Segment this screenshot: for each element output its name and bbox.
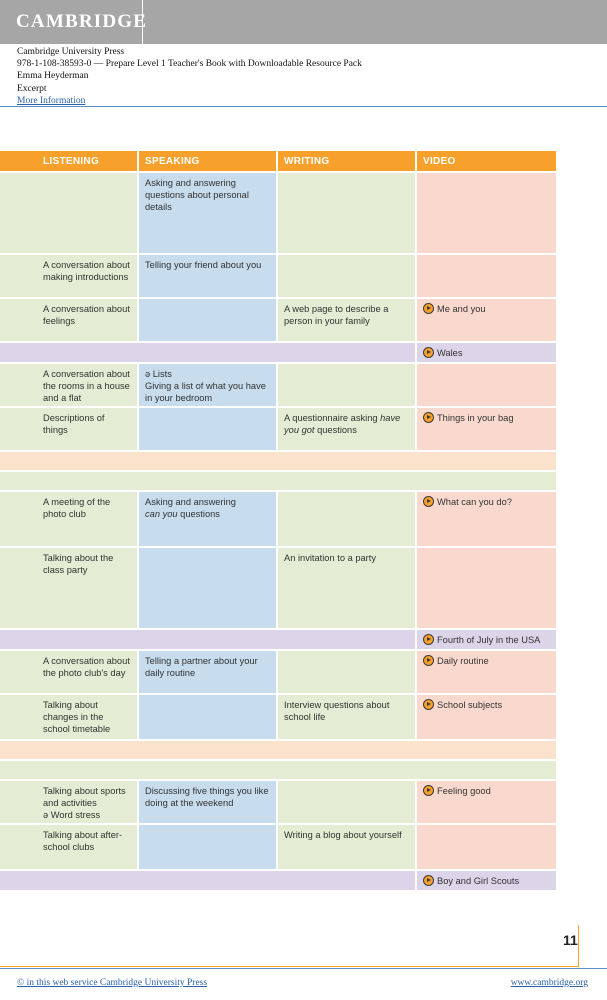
video-title: Boy and Girl Scouts bbox=[437, 876, 520, 886]
speaking-text-end: questions bbox=[177, 509, 220, 519]
writing-cell bbox=[278, 173, 417, 253]
video-link[interactable] bbox=[423, 699, 550, 711]
video-title: Daily routine bbox=[437, 656, 489, 666]
table-header-row bbox=[0, 151, 556, 171]
video-title: School subjects bbox=[437, 700, 503, 710]
unit-band bbox=[0, 472, 556, 490]
speaking-cell bbox=[139, 695, 278, 739]
video-title: Wales bbox=[437, 348, 463, 358]
play-icon bbox=[423, 875, 434, 886]
unit-band bbox=[0, 452, 556, 470]
listening-cell bbox=[0, 173, 139, 253]
listening-cell: Talking about the class party bbox=[0, 548, 139, 628]
band-fill bbox=[0, 871, 417, 890]
speaking-cell bbox=[139, 492, 278, 546]
writing-cell bbox=[278, 408, 417, 450]
copyright-link[interactable]: © in this web service Cambridge University Press bbox=[17, 978, 208, 988]
table-row bbox=[0, 408, 556, 450]
play-icon bbox=[423, 496, 434, 507]
video-cell bbox=[417, 871, 556, 890]
video-cell bbox=[417, 548, 556, 628]
video-link[interactable] bbox=[423, 303, 550, 315]
play-icon bbox=[423, 655, 434, 666]
writing-cell bbox=[278, 781, 417, 823]
play-icon bbox=[423, 347, 434, 358]
header-video: VIDEO bbox=[417, 151, 556, 171]
pronunciation-note: ə Word stress bbox=[43, 810, 101, 820]
listening-cell: A conversation about the rooms in a house and a flat bbox=[0, 364, 139, 406]
video-title: Fourth of July in the USA bbox=[437, 635, 541, 645]
table-row bbox=[0, 651, 556, 693]
logo-box bbox=[0, 0, 148, 44]
video-cell bbox=[417, 651, 556, 693]
listening-text: Talking about sports and activities bbox=[43, 786, 126, 808]
table-row bbox=[0, 695, 556, 739]
video-title: Me and you bbox=[437, 304, 486, 314]
table-row bbox=[0, 255, 556, 297]
video-cell bbox=[417, 781, 556, 823]
listening-cell: Talking about changes in the school timetable bbox=[0, 695, 139, 739]
video-title: Things in your bag bbox=[437, 413, 514, 423]
writing-text: A questionnaire asking bbox=[284, 413, 381, 423]
video-cell bbox=[417, 299, 556, 341]
table-row bbox=[0, 825, 556, 869]
video-link[interactable] bbox=[423, 785, 550, 797]
listening-cell bbox=[0, 781, 139, 823]
video-cell bbox=[417, 825, 556, 869]
speaking-italic: can you bbox=[145, 509, 178, 519]
speaking-cell: Discussing five things you like doing at the weekend bbox=[139, 781, 278, 823]
video-cell bbox=[417, 173, 556, 253]
band-fill bbox=[0, 630, 417, 649]
writing-cell bbox=[278, 492, 417, 546]
publisher: Cambridge University Press bbox=[17, 47, 125, 57]
header-divider bbox=[0, 106, 607, 107]
more-information-link[interactable]: More Information bbox=[17, 95, 86, 106]
band-fill bbox=[0, 343, 417, 362]
listening-cell: Talking about after-school clubs bbox=[0, 825, 139, 869]
writing-cell: A web page to describe a person in your family bbox=[278, 299, 417, 341]
page-number-rule bbox=[578, 925, 579, 967]
speaking-cell bbox=[139, 548, 278, 628]
writing-italic: have you got bbox=[284, 413, 401, 435]
writing-cell bbox=[278, 364, 417, 406]
listening-cell: A conversation about the photo club's day bbox=[0, 651, 139, 693]
header-listening: LISTENING bbox=[0, 151, 139, 171]
pronunciation-note: ə Lists bbox=[145, 369, 172, 379]
listening-cell: Descriptions of things bbox=[0, 408, 139, 450]
video-title: Feeling good bbox=[437, 786, 491, 796]
speaking-cell bbox=[139, 408, 278, 450]
video-cell bbox=[417, 492, 556, 546]
play-icon bbox=[423, 634, 434, 645]
author: Emma Heyderman bbox=[17, 71, 89, 82]
unit-band bbox=[0, 871, 556, 890]
speaking-cell: Telling a partner about your daily routine bbox=[139, 651, 278, 693]
header-speaking: SPEAKING bbox=[139, 151, 278, 171]
video-cell bbox=[417, 695, 556, 739]
video-cell bbox=[417, 255, 556, 297]
table-row bbox=[0, 299, 556, 341]
speaking-cell: Telling your friend about you bbox=[139, 255, 278, 297]
play-icon bbox=[423, 303, 434, 314]
syllabus-table bbox=[0, 151, 556, 892]
unit-band bbox=[0, 761, 556, 779]
video-title: What can you do? bbox=[437, 497, 512, 507]
writing-cell: Interview questions about school life bbox=[278, 695, 417, 739]
speaking-cell bbox=[139, 364, 278, 406]
table-row bbox=[0, 173, 556, 253]
play-icon bbox=[423, 699, 434, 710]
isbn-title: 978-1-108-38593-0 — Prepare Level 1 Teacher's Book with Downloadable Resource Pack bbox=[17, 59, 362, 70]
play-icon bbox=[423, 785, 434, 796]
video-cell bbox=[417, 364, 556, 406]
writing-cell bbox=[278, 651, 417, 693]
listening-cell: A meeting of the photo club bbox=[0, 492, 139, 546]
page-number-baseline bbox=[0, 966, 579, 967]
table-row bbox=[0, 548, 556, 628]
cambridge-logo: CAMBRIDGE bbox=[16, 11, 148, 32]
footer-divider bbox=[0, 968, 607, 969]
listening-cell: A conversation about making introductions bbox=[0, 255, 139, 297]
unit-band bbox=[0, 741, 556, 759]
writing-cell bbox=[278, 255, 417, 297]
unit-band bbox=[0, 343, 556, 362]
video-link[interactable] bbox=[423, 347, 550, 359]
top-bar bbox=[0, 0, 607, 44]
writing-text-end: questions bbox=[314, 425, 357, 435]
header-writing: WRITING bbox=[278, 151, 417, 171]
speaking-cell: Asking and answering questions about personal details bbox=[139, 173, 278, 253]
unit-band bbox=[0, 630, 556, 649]
table-row bbox=[0, 492, 556, 546]
video-cell bbox=[417, 408, 556, 450]
speaking-cell bbox=[139, 299, 278, 341]
speaking-text: Asking and answering bbox=[145, 497, 236, 507]
video-link[interactable] bbox=[423, 875, 550, 887]
video-link[interactable] bbox=[423, 655, 550, 667]
table-row bbox=[0, 364, 556, 406]
writing-cell: Writing a blog about yourself bbox=[278, 825, 417, 869]
writing-cell: An invitation to a party bbox=[278, 548, 417, 628]
video-link[interactable] bbox=[423, 496, 550, 508]
video-cell bbox=[417, 630, 556, 649]
website-link[interactable]: www.cambridge.org bbox=[510, 978, 588, 988]
excerpt-label: Excerpt bbox=[17, 83, 47, 94]
video-link[interactable] bbox=[423, 412, 550, 424]
table-row bbox=[0, 781, 556, 823]
play-icon bbox=[423, 412, 434, 423]
page-number: 11 bbox=[563, 932, 578, 948]
document-metadata bbox=[17, 46, 362, 107]
listening-cell: A conversation about feelings bbox=[0, 299, 139, 341]
speaking-cell bbox=[139, 825, 278, 869]
speaking-text: Giving a list of what you have in your bedroom bbox=[145, 381, 266, 403]
video-cell bbox=[417, 343, 556, 362]
video-link[interactable] bbox=[423, 634, 550, 646]
